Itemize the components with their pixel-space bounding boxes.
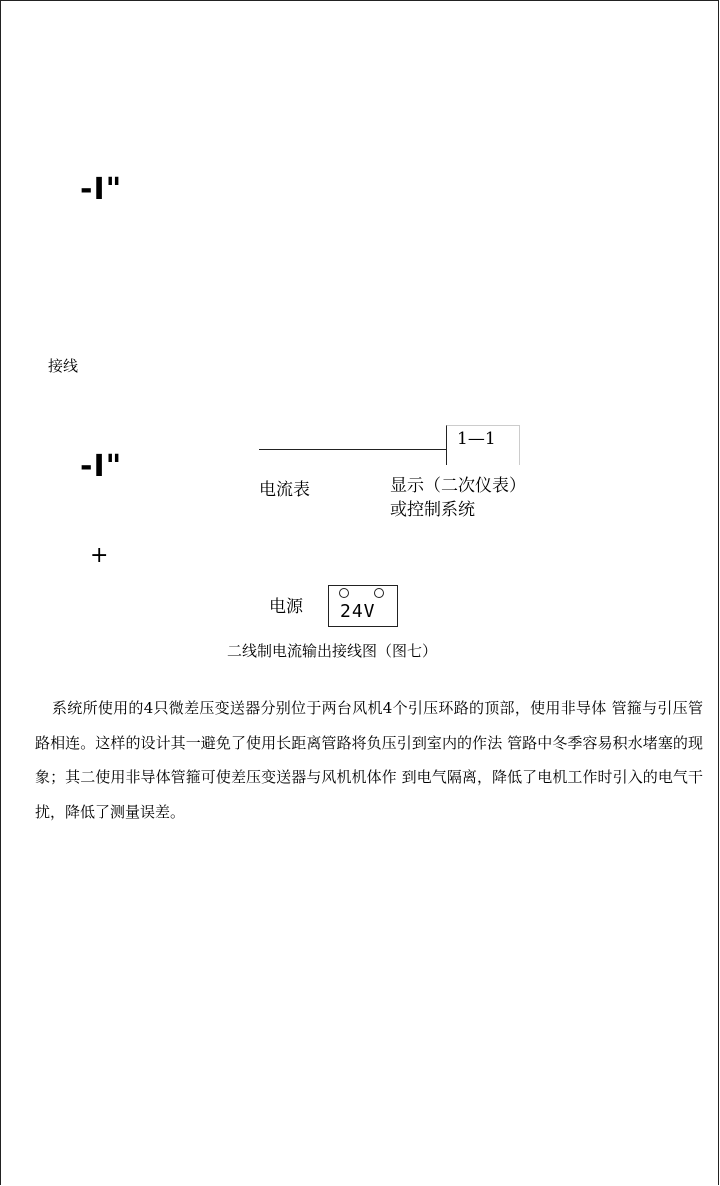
terminal-circle-right [374, 588, 384, 598]
terminal-circle-left [339, 588, 349, 598]
body-paragraph: 系统所使用的4只微差压变送器分别位于两台风机4个引压环路的顶部，使用非导体 管箍与引压管路相连。这样的设计其一避免了使用长距离管路将负压引到室内的作法 管路中冬季容易积水堵塞的现象；其二使用非导体管箍可使差压变送器与风机机体作 到电气隔离，降低了电机工作时引入的电气干扰，降低了测量误差。 [35, 699, 703, 821]
minus-terminal-symbol: -I" [80, 449, 123, 484]
display-label: 显示（二次仪表） [390, 476, 526, 496]
ammeter-label: 电流表 [259, 480, 310, 500]
signal-wire [259, 449, 447, 450]
meter-box [446, 425, 520, 465]
minus-terminal-symbol-top: -I" [80, 172, 123, 207]
power-label: 电源 [269, 597, 303, 617]
power-supply-box [328, 585, 398, 627]
meter-ratio-label: 1—1 [457, 429, 496, 449]
wiring-heading: 接线 [48, 357, 79, 375]
figure-caption: 二线制电流输出接线图（图七） [227, 642, 438, 660]
power-voltage-label: 24V [340, 601, 376, 622]
plus-terminal-symbol: + [90, 543, 109, 568]
control-system-label: 或控制系统 [390, 500, 475, 520]
